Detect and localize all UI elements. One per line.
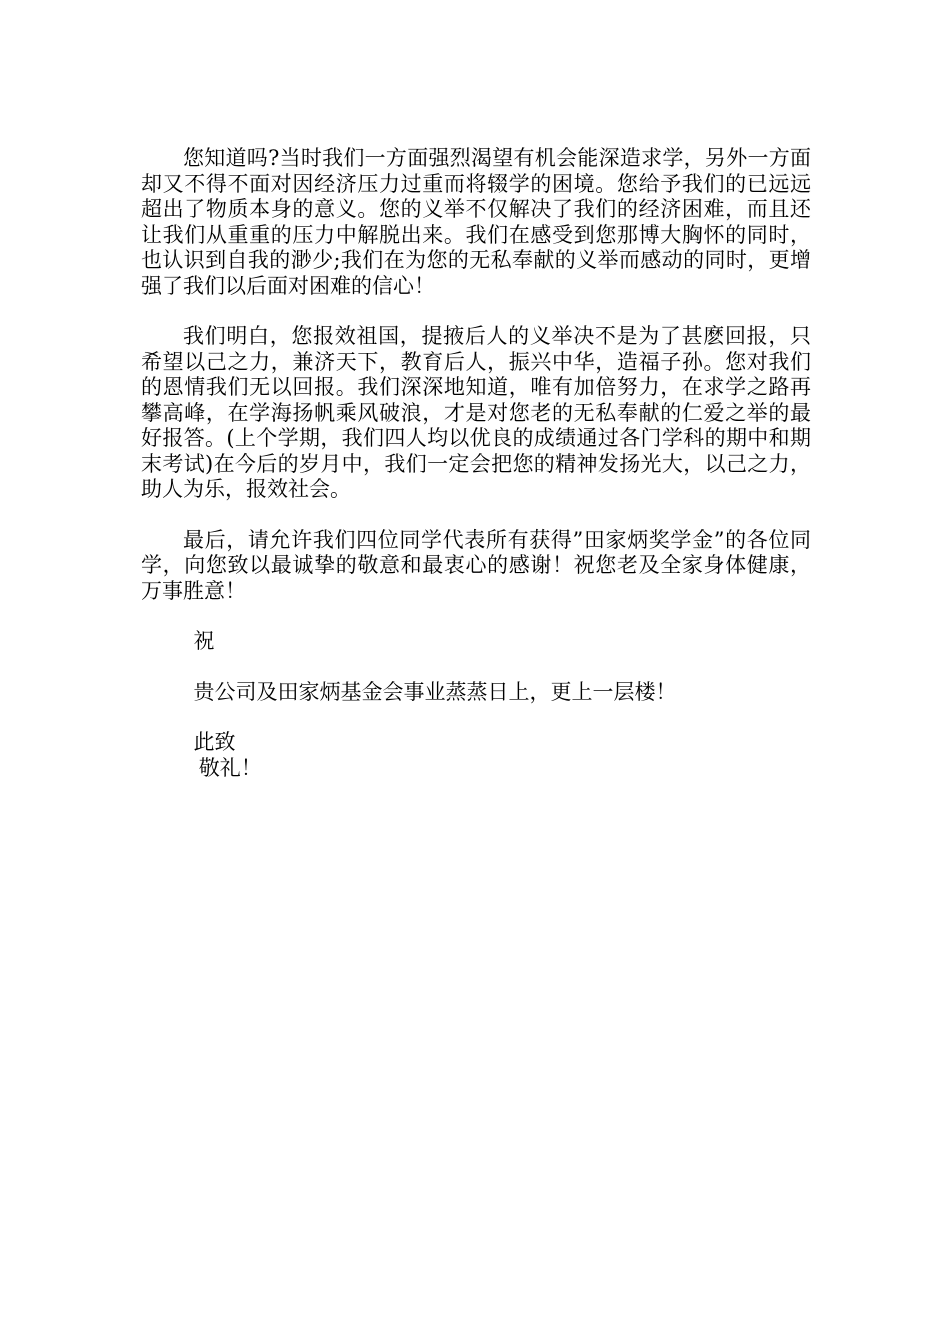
paragraph-2: 我们明白，您报效祖国，提掖后人的义举决不是为了甚麽回报，只希望以己之力，兼济天下，教育后人，振兴中华，造福子孙。您对我们的恩情我们无以回报。我们深深地知道，唯有加倍努力，在求学之路再攀高峰，在学海扬帆乘风破浪，才是对您老的无私奉献的仁爱之举的最好报答。(上个学期，我们四人均以优良的成绩通过各门学科的期中和期末考试)在今后的岁月中，我们一定会把您的精神发扬光大，以己之力，助人为乐，报效社会。 <box>141 324 811 501</box>
closing-phrase: 此致 <box>193 730 236 754</box>
regards: 敬礼！ <box>198 755 262 780</box>
closing-block <box>141 730 811 781</box>
wish-word: 祝 <box>193 629 215 653</box>
paragraph-3: 最后，请允许我们四位同学代表所有获得”田家炳奖学金”的各位同学，向您致以最诚挚的敬意和最衷心的感谢！祝您老及全家身体健康，万事胜意！ <box>141 527 811 603</box>
paragraph-1: 您知道吗?当时我们一方面强烈渴望有机会能深造求学，另外一方面却又不得不面对因经济压力过重而将辍学的困境。您给予我们的已远远超出了物质本身的意义。您的义举不仅解决了我们的经济困难，而且还让我们从重重的压力中解脱出来。我们在感受到您那博大胸怀的同时，也认识到自我的渺少;我们在为您的无私奉献的义举而感动的同时，更增强了我们以后面对困难的信心！ <box>141 146 811 298</box>
wish-text: 贵公司及田家炳基金会事业蒸蒸日上，更上一层楼！ <box>193 679 677 704</box>
letter-body <box>141 146 811 781</box>
